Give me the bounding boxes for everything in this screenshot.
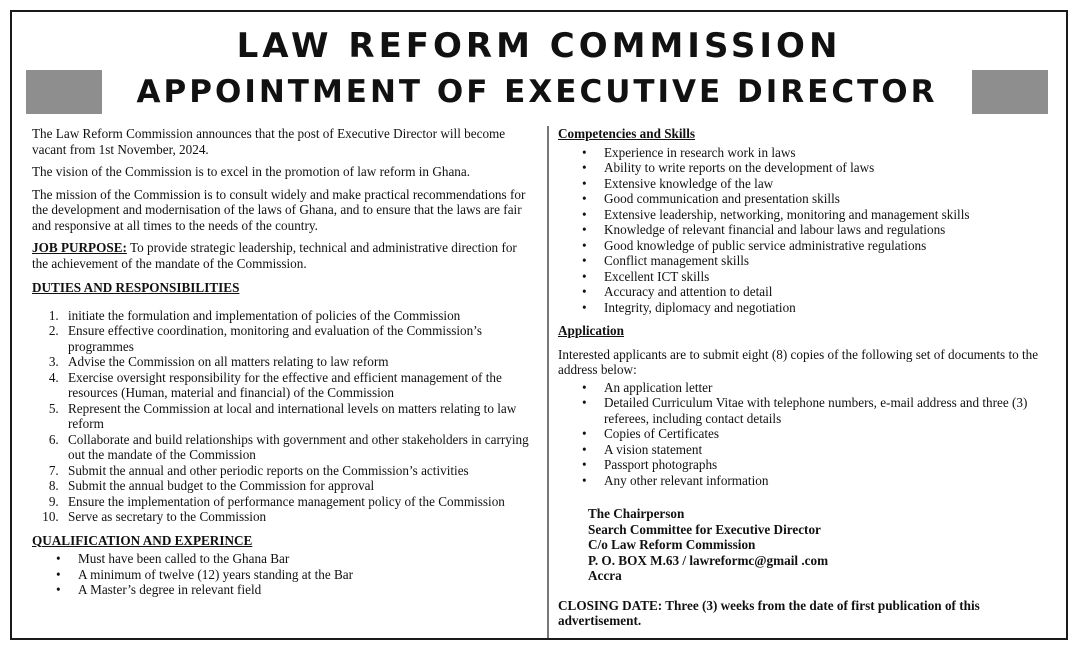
job-purpose [32,240,532,271]
list-item: 7. Submit the annual and other periodic reports on the Commission’s activities [62,463,532,479]
right-column [558,126,1058,636]
competencies-list [558,145,1058,316]
list-item: • Knowledge of relevant financial and labour laws and regulations [604,222,1058,238]
intro-paragraph: The Law Reform Commission announces that the post of Executive Director will become vacant from 1st November, 2024. [32,126,506,157]
address-block [588,506,1058,584]
list-item: • Copies of Certificates [604,426,1058,442]
list-item: 2. Ensure effective coordination, monitoring and evaluation of the Commission’s programmes [62,323,532,354]
list-item: • Must have been called to the Ghana Bar [78,551,532,567]
subtitle-banner [26,70,1048,114]
list-item: • Detailed Curriculum Vitae with telephone numbers, e-mail address and three (3) referees, including contact details [604,395,1058,426]
closing-date: CLOSING DATE: Three (3) weeks from the date of first publication of this advertisement. [558,597,980,628]
qualification-list [32,551,532,598]
list-item: • Ability to write reports on the development of laws [604,160,1058,176]
qualification-heading: QUALIFICATION AND EXPERINCE [32,532,253,548]
list-item: • Extensive knowledge of the law [604,176,1058,192]
left-column [32,126,532,604]
list-item: • Conflict management skills [604,253,1058,269]
address-line: The Chairperson [588,506,685,521]
list-item: • Integrity, diplomacy and negotiation [604,300,1058,316]
address-line: P. O. BOX M.63 / lawreformc@gmail .com [588,552,829,568]
list-item: • Good communication and presentation skills [604,191,1058,207]
list-item: • An application letter [604,380,1058,396]
address-line: C/o Law Reform Commission [588,537,756,552]
application-intro: Interested applicants are to submit eight (8) copies of the following set of documents to the address below: [558,346,1039,377]
job-purpose-text: To provide strategic leadership, technical and administrative direction for the achievement of the mandate of the Commission. [32,240,517,271]
list-item: • A vision statement [604,442,1058,458]
vision-paragraph: The vision of the Commission is to excel in the promotion of law reform in Ghana. [32,164,471,179]
application-heading: Application [558,323,624,338]
list-item: 6. Collaborate and build relationships with government and other stakeholders in carrying out the mandate of the Commission [62,432,532,463]
list-item: 5. Represent the Commission at local and international levels on matters relating to law reform [62,401,532,432]
mission-paragraph: The mission of the Commission is to consult widely and make practical recommendations for the development and modernisation of the laws of Ghana, and to ensure that the laws are fair and responsive at all times to the needs of the country. [32,186,526,233]
list-item: • A Master’s degree in relevant field [78,582,532,598]
advert-frame [10,10,1068,640]
address-line: Search Committee for Executive Director [588,521,821,537]
address-line: Accra [588,568,622,583]
list-item: 9. Ensure the implementation of performance management policy of the Commission [62,494,532,510]
list-item: 1. initiate the formulation and implementation of policies of the Commission [62,308,532,324]
list-item: • Excellent ICT skills [604,269,1058,285]
duties-list [32,308,532,525]
list-item: 10. Serve as secretary to the Commission [62,509,532,525]
list-item: 4. Exercise oversight responsibility for the effective and efficient management of the resources (Human, material and financial) of the Commission [62,370,532,401]
list-item: • Good knowledge of public service administrative regulations [604,238,1058,254]
duties-heading: DUTIES AND RESPONSIBILITIES [32,280,240,295]
job-purpose-label: JOB PURPOSE: [32,240,127,255]
list-item: 8. Submit the annual budget to the Commission for approval [62,478,532,494]
list-item: • Accuracy and attention to detail [604,284,1058,300]
list-item: 3. Advise the Commission on all matters relating to law reform [62,354,532,370]
documents-list [558,380,1058,489]
list-item: • Experience in research work in laws [604,145,1058,161]
competencies-heading: Competencies and Skills [558,126,696,141]
list-item: • Any other relevant information [604,473,1058,489]
column-divider [547,126,549,638]
subtitle-text: APPOINTMENT OF EXECUTIVE DIRECTOR [102,70,972,114]
page-title: LAW REFORM COMMISSION [236,26,842,66]
list-item: • Passport photographs [604,457,1058,473]
list-item: • A minimum of twelve (12) years standing at the Bar [78,567,532,583]
list-item: • Extensive leadership, networking, monitoring and management skills [604,207,1058,223]
